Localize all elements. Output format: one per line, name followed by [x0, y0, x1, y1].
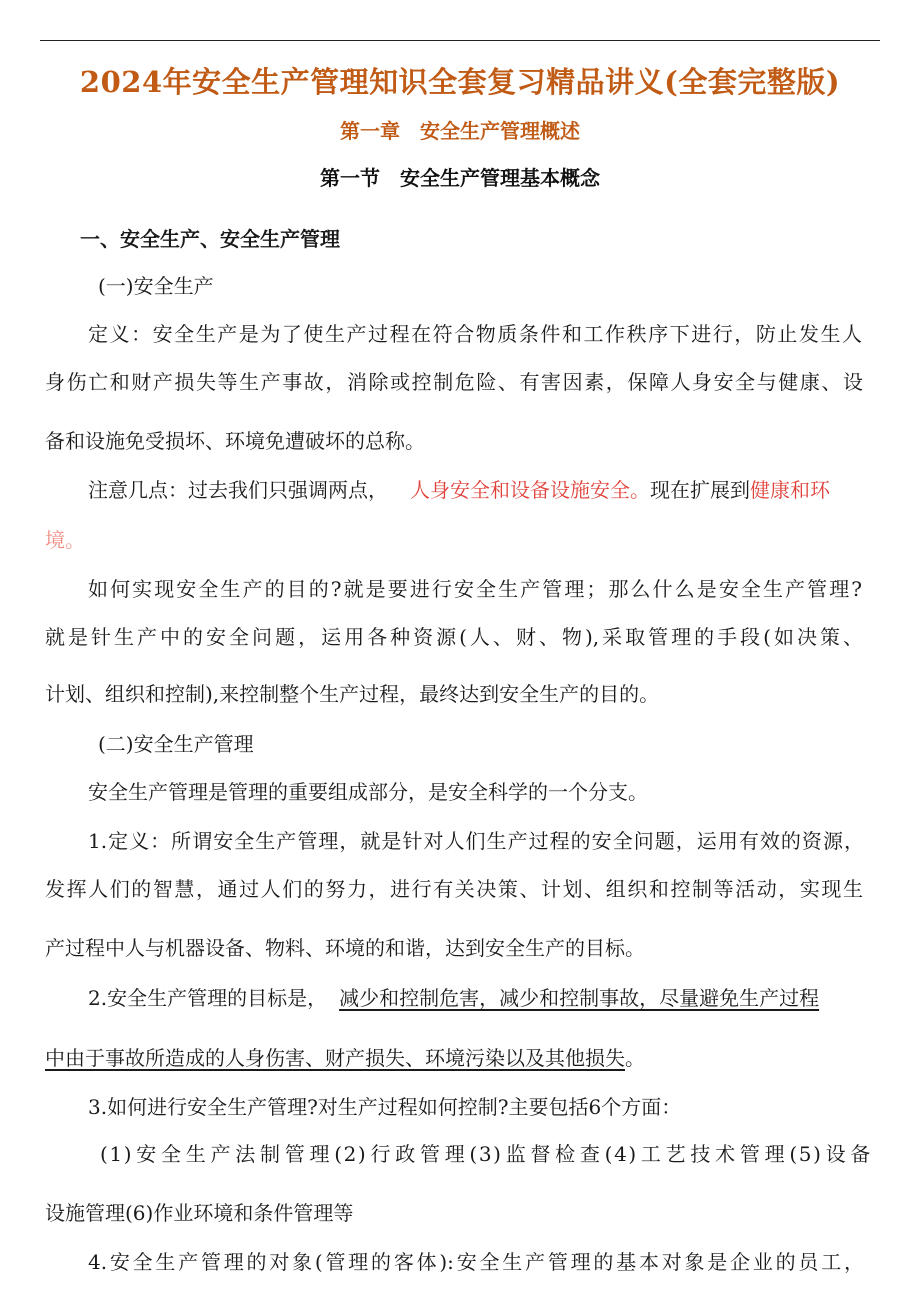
note-prefix: 注意几点：过去我们只强调两点， [88, 478, 388, 502]
how-line-3: 计划、组织和控制),来控制整个生产过程，最终达到安全生产的目的。 [45, 682, 660, 706]
item-2-line-1 [88, 985, 918, 1011]
item-3-line-1: 3.如何进行安全生产管理?对生产过程如何控制?主要包括6个方面： [88, 1095, 682, 1119]
item-2-underlined-1: 减少和控制危害，减少和控制事故，尽量避免生产过程 [339, 986, 820, 1010]
item-2-line-2 [45, 1045, 875, 1071]
note-highlight-2b: 境。 [45, 528, 85, 552]
definition-line-3: 备和设施免受损坏、环境免遭破坏的总称。 [45, 429, 425, 453]
definition-line-2: 身伤亡和财产损失等生产事故，消除或控制危险、有害因素，保障人身安全与健康、设 [45, 370, 863, 394]
definition-line-1: 定义：安全生产是为了使生产过程在符合物质条件和工作秩序下进行，防止发生人 [88, 322, 862, 346]
item-3-line-3: 设施管理(6)作业环境和条件管理等 [45, 1201, 354, 1225]
note-middle: 现在扩展到 [650, 478, 750, 502]
how-line-1: 如何实现安全生产的目的?就是要进行安全生产管理；那么什么是安全生产管理? [88, 577, 862, 601]
item-1-line-2: 发挥人们的智慧，通过人们的努力，进行有关决策、计划、组织和控制等活动，实现生 [45, 877, 863, 901]
item-2-suffix: 。 [625, 1046, 645, 1070]
subheading-safety-production: (一)安全生产 [98, 274, 214, 298]
note-highlight-2a: 健康和环 [750, 478, 830, 502]
note-paragraph [88, 477, 918, 503]
chapter-title: 第一章 安全生产管理概述 [340, 119, 580, 143]
intro-paragraph: 安全生产管理是管理的重要组成部分，是安全科学的一个分支。 [88, 780, 648, 804]
section-title: 第一节 安全生产管理基本概念 [320, 166, 600, 190]
item-3-line-2: (1)安全生产法制管理(2)行政管理(3)监督检查(4)工艺技术管理(5)设备 [100, 1142, 872, 1166]
top-rule [40, 40, 880, 41]
item-4-line-1: 4.安全生产管理的对象(管理的客体):安全生产管理的基本对象是企业的员工， [88, 1250, 864, 1274]
item-1-line-3: 产过程中人与机器设备、物料、环境的和谐，达到安全生产的目标。 [45, 936, 645, 960]
item-1-line-1: 1.定义：所谓安全生产管理，就是针对人们生产过程的安全问题，运用有效的资源， [88, 829, 864, 853]
note-highlight-1: 人身安全和设备设施安全。 [410, 478, 650, 502]
heading-1: 一、安全生产、安全生产管理 [80, 227, 340, 251]
subheading-safety-management: (二)安全生产管理 [98, 732, 254, 756]
how-line-2: 就是针生产中的安全问题，运用各种资源(人、财、物),采取管理的手段(如决策、 [45, 625, 863, 649]
document-title: 2024年安全生产管理知识全套复习精品讲义(全套完整版) [79, 65, 841, 99]
item-2-underlined-2: 中由于事故所造成的人身伤害、财产损失、环境污染以及其他损失 [45, 1046, 625, 1070]
item-2-prefix: 2.安全生产管理的目标是， [88, 986, 328, 1010]
